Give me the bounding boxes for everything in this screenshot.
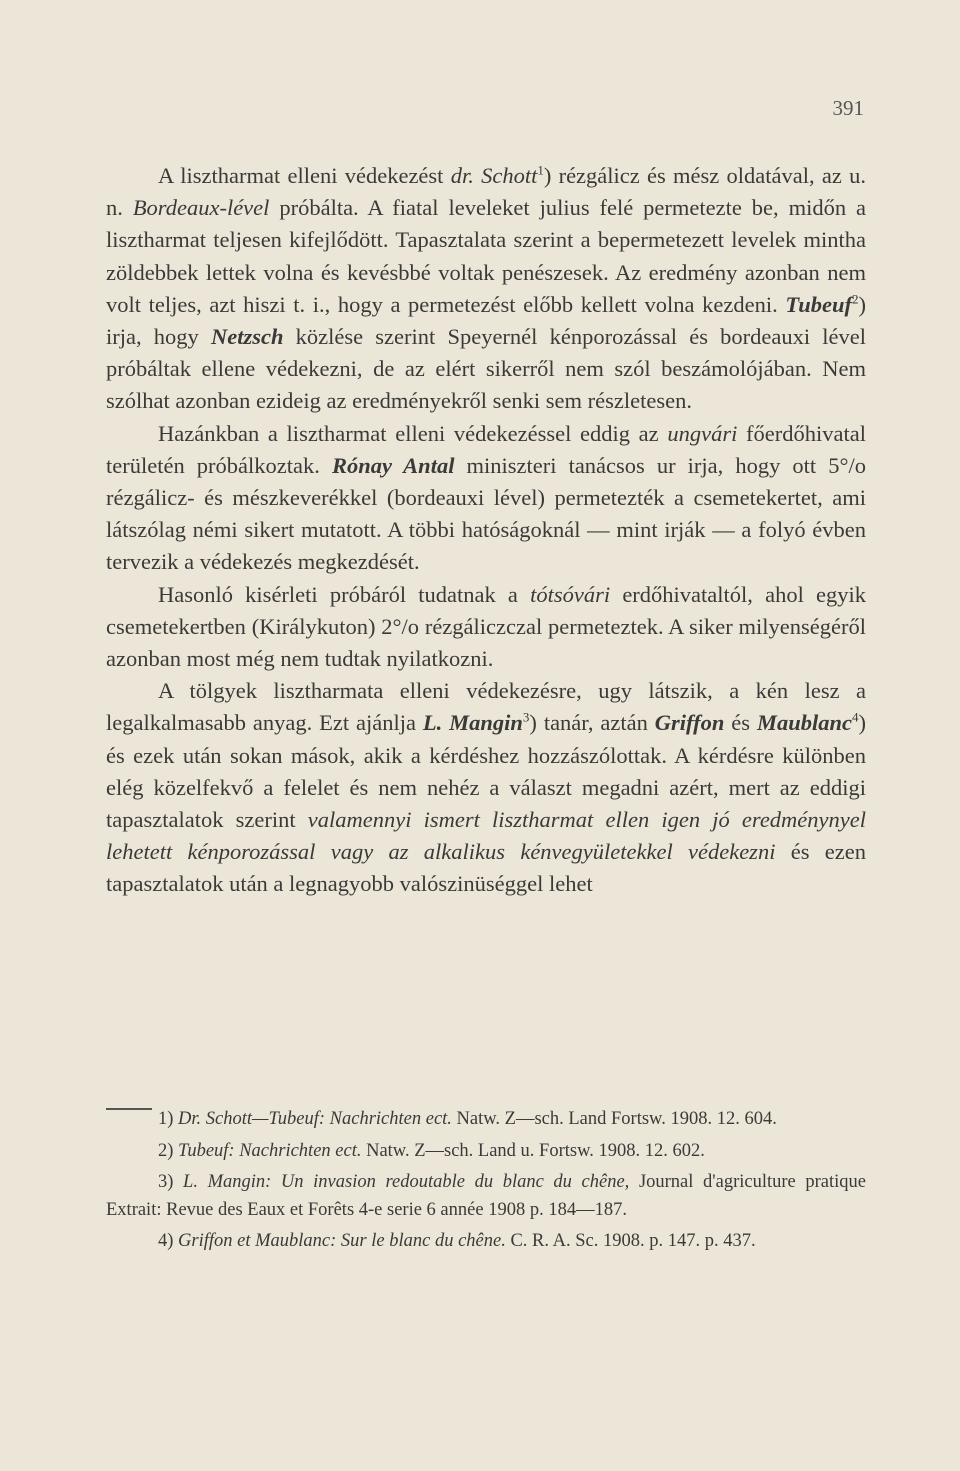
footnote-marker: 3 [522, 709, 530, 725]
emphasis-text: Dr. Schott—Tubeuf: Nachrichten ect. [178, 1109, 452, 1129]
text-run: és [724, 710, 757, 736]
text-run: Natw. Z—sch. Land Fortsw. 1908. 12. 604. [451, 1109, 777, 1129]
text-run: próbálta. A fiatal leveleket julius felé permetezte be, midőn a lisztharmat teljesen kifejlődött. Tapasztalata szerint a bepermetezett levelek mintha zöldebbek lettek volna és kevésbbé voltak penészesek. Az eredmény azonban nem volt teljes, azt hiszi t. i., hogy a permetezést előbb kellett volna kezdeni. [106, 195, 866, 317]
emphasis-text: Netzsch [210, 324, 284, 350]
text-run: Hasonló kisérleti próbáról tudatnak a [158, 581, 531, 607]
emphasis-text: tótsóvári [530, 581, 611, 607]
emphasis-text: Griffon [654, 710, 725, 736]
footnote-marker: 4 [851, 709, 859, 725]
text-run: erdőhivataltól, ahol egyik csemetekertben (Királykuton) 2°/o rézgáliczczal permeteztek. A siker milyenségéről azonban most még nem tudtak nyilatkozni. [106, 581, 867, 672]
emphasis-text: dr. Schott [450, 163, 538, 188]
page-number: 391 [832, 96, 864, 120]
body-text [106, 160, 866, 901]
text-run: Natw. Z—sch. Land u. Fortsw. 1908. 12. 602. [361, 1140, 705, 1161]
text-run: ) tanár, aztán [529, 710, 655, 736]
footnote [106, 1138, 866, 1166]
text-run: Hazánkban a lisztharmat elleni védekezéssel eddig az [158, 420, 668, 446]
text-run: A lisztharmat elleni védekezést [158, 163, 451, 188]
emphasis-text: L. Mangin: Un invasion redoutable du blanc du chêne, [183, 1172, 630, 1192]
footnote-marker: 1 [537, 162, 544, 178]
emphasis-text: Bordeaux-lével [132, 195, 270, 221]
text-run: főerdőhivatal területén próbálkoztak. [106, 420, 866, 478]
emphasis-text: L. Mangin [422, 710, 523, 736]
text-run: A tölgyek lisztharmata elleni védekezésre, ugy látszik, a kén lesz a legalkalmasabb anyag. Ezt ajánlja [106, 678, 866, 736]
text-run: Journal d'agriculture pratique Extrait: Revue des Eaux et Forêts 4-e serie 6 année 1908 p. 184—187. [106, 1172, 866, 1220]
text-run: 3) [158, 1172, 184, 1192]
text-run: miniszteri tanácsos ur irja, hogy ott 5°/o rézgálicz- és mészkeverékkel (bordeauxi lével) permetezték a csemetekertet, ami látszólag némi sikert mutatott. A többi hatóságoknál — mint irják — a folyó évben tervezik a védekezés megkezdését. [106, 452, 866, 575]
emphasis-text: Tubeuf [785, 291, 852, 317]
footnote [106, 1106, 866, 1134]
text-run: és ezen tapasztalatok után a legnagyobb valószinüséggel lehet [106, 839, 867, 897]
text-run: közlése szerint Speyernél kénporozással és bordeauxi lével próbáltak ellene védekezni, de az elért sikerről nem szól beszámolójában. Nem szólhat azonban ezideig az eredményekről senki sem részletesen. [106, 324, 867, 414]
text-run: 2) [158, 1140, 179, 1161]
footnote [106, 1228, 866, 1256]
paragraph [106, 418, 866, 579]
text-run: ) irja, hogy [106, 291, 866, 350]
emphasis-text: valamennyi ismert lisztharmat ellen igen jó eredménynyel lehetett kénporozással vagy az alkalikus kénvegyületekkel védekezni [106, 807, 866, 865]
footnotes [106, 1106, 866, 1260]
footnote [106, 1169, 866, 1224]
emphasis-text: ungvári [667, 420, 738, 446]
emphasis-text: Tubeuf: Nachrichten ect. [178, 1140, 362, 1161]
paragraph [106, 675, 866, 900]
footnote-marker: 2 [852, 291, 859, 307]
emphasis-text: Griffon et Maublanc: Sur le blanc du chêne. [178, 1231, 506, 1251]
text-run: 1) [158, 1109, 179, 1129]
emphasis-text: Rónay Antal [331, 452, 455, 478]
emphasis-text: Maublanc [756, 710, 852, 736]
text-run: ) rézgálicz és mész oldatával, az u. n. [106, 163, 866, 221]
text-run: ) és ezek után sokan mások, akik a kérdéshez hozzászólottak. A kérdésre különben elég közelfekvő a felelet és nem nehéz a választ megadni azért, mert az eddigi tapasztalatok szerint [106, 710, 866, 833]
text-run: C. R. A. Sc. 1908. p. 147. p. 437. [505, 1231, 756, 1251]
text-run: 4) [158, 1231, 179, 1251]
paragraph [106, 160, 866, 418]
paragraph [106, 579, 866, 676]
